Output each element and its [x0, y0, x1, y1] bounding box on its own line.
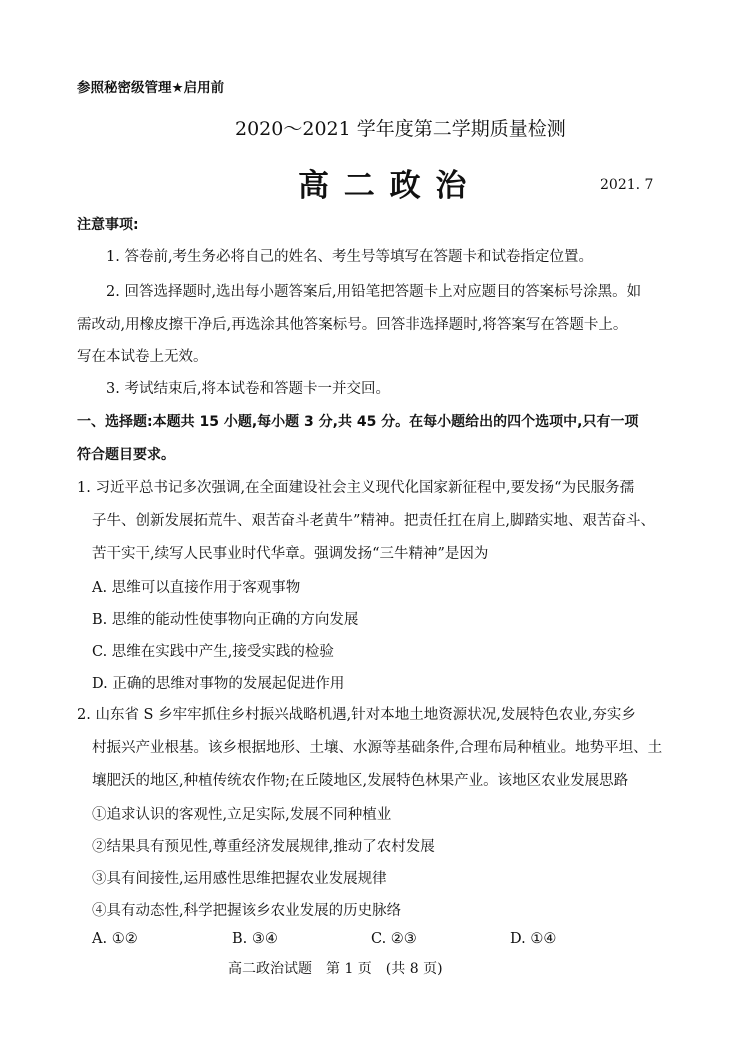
section-heading-line-2: 符合题目要求。: [77, 447, 175, 463]
question-1-option-c: C. 思维在实践中产生,接受实践的检验: [92, 644, 334, 660]
question-2-option-c: C. ②③: [371, 931, 417, 947]
secret-label: 参照秘密级管理★启用前: [77, 80, 225, 96]
question-2-option-d: D. ①④: [510, 931, 557, 947]
question-2-statement-2: ②结果具有预见性,尊重经济发展规律,推动了农村发展: [92, 839, 435, 855]
question-1-line-2: 子牛、创新发展拓荒牛、艰苦奋斗老黄牛”精神。把责任扛在肩上,脚踏实地、艰苦奋斗、: [92, 513, 656, 529]
question-2-option-b: B. ③④: [232, 931, 278, 947]
notice-item-3: 3. 考试结束后,将本试卷和答题卡一并交回。: [106, 381, 391, 397]
notice-heading: 注意事项:: [77, 217, 139, 233]
question-1-line-1: 1. 习近平总书记多次强调,在全面建设社会主义现代化国家新征程中,要发扬“为民服务孺: [77, 480, 635, 496]
question-2-statement-1: ①追求认识的客观性,立足实际,发展不同种植业: [92, 807, 392, 823]
question-1-option-a: A. 思维可以直接作用于客观事物: [92, 580, 301, 596]
page-footer: 高二政治试题 第 1 页 (共 8 页): [228, 961, 443, 977]
question-1-line-3: 苦干实干,续写人民事业时代华章。强调发扬“三牛精神”是因为: [92, 546, 489, 562]
question-2-line-3: 壤肥沃的地区,种植传统农作物;在丘陵地区,发展特色林果产业。该地区农业发展思路: [92, 773, 629, 789]
question-2-line-1: 2. 山东省 S 乡牢牢抓住乡村振兴战略机遇,针对本地土地资源状况,发展特色农业,夯实乡: [77, 707, 636, 723]
notice-item-2-line-3: 写在本试卷上无效。: [77, 349, 208, 365]
question-2-statement-3: ③具有间接性,运用感性思维把握农业发展规律: [92, 871, 387, 887]
notice-item-2-line-1: 2. 回答选择题时,选出每小题答案后,用铅笔把答题卡上对应题目的答案标号涂黑。如: [106, 284, 642, 300]
notice-item-1: 1. 答卷前,考生务必将自己的姓名、考生号等填写在答题卡和试卷指定位置。: [106, 249, 594, 265]
question-2-option-a: A. ①②: [92, 931, 138, 947]
exam-title: 2020～2021 学年度第二学期质量检测: [235, 118, 566, 140]
question-2-line-2: 村振兴产业根基。该乡根据地形、土壤、水源等基础条件,合理布局种植业。地势平坦、土: [92, 740, 663, 756]
section-heading-line-1: 一、选择题:本题共 15 小题,每小题 3 分,共 45 分。在每小题给出的四个选项中,只有一项: [77, 414, 639, 430]
exam-date: 2021. 7: [600, 177, 654, 193]
question-2-statement-4: ④具有动态性,科学把握该乡农业发展的历史脉络: [92, 903, 402, 919]
notice-item-2-line-2: 需改动,用橡皮擦干净后,再选涂其他答案标号。回答非选择题时,将答案写在答题卡上。: [77, 317, 628, 333]
subject-title: 高 二 政 治: [298, 168, 469, 204]
question-1-option-b: B. 思维的能动性使事物向正确的方向发展: [92, 612, 359, 628]
question-1-option-d: D. 正确的思维对事物的发展起促进作用: [92, 676, 345, 692]
